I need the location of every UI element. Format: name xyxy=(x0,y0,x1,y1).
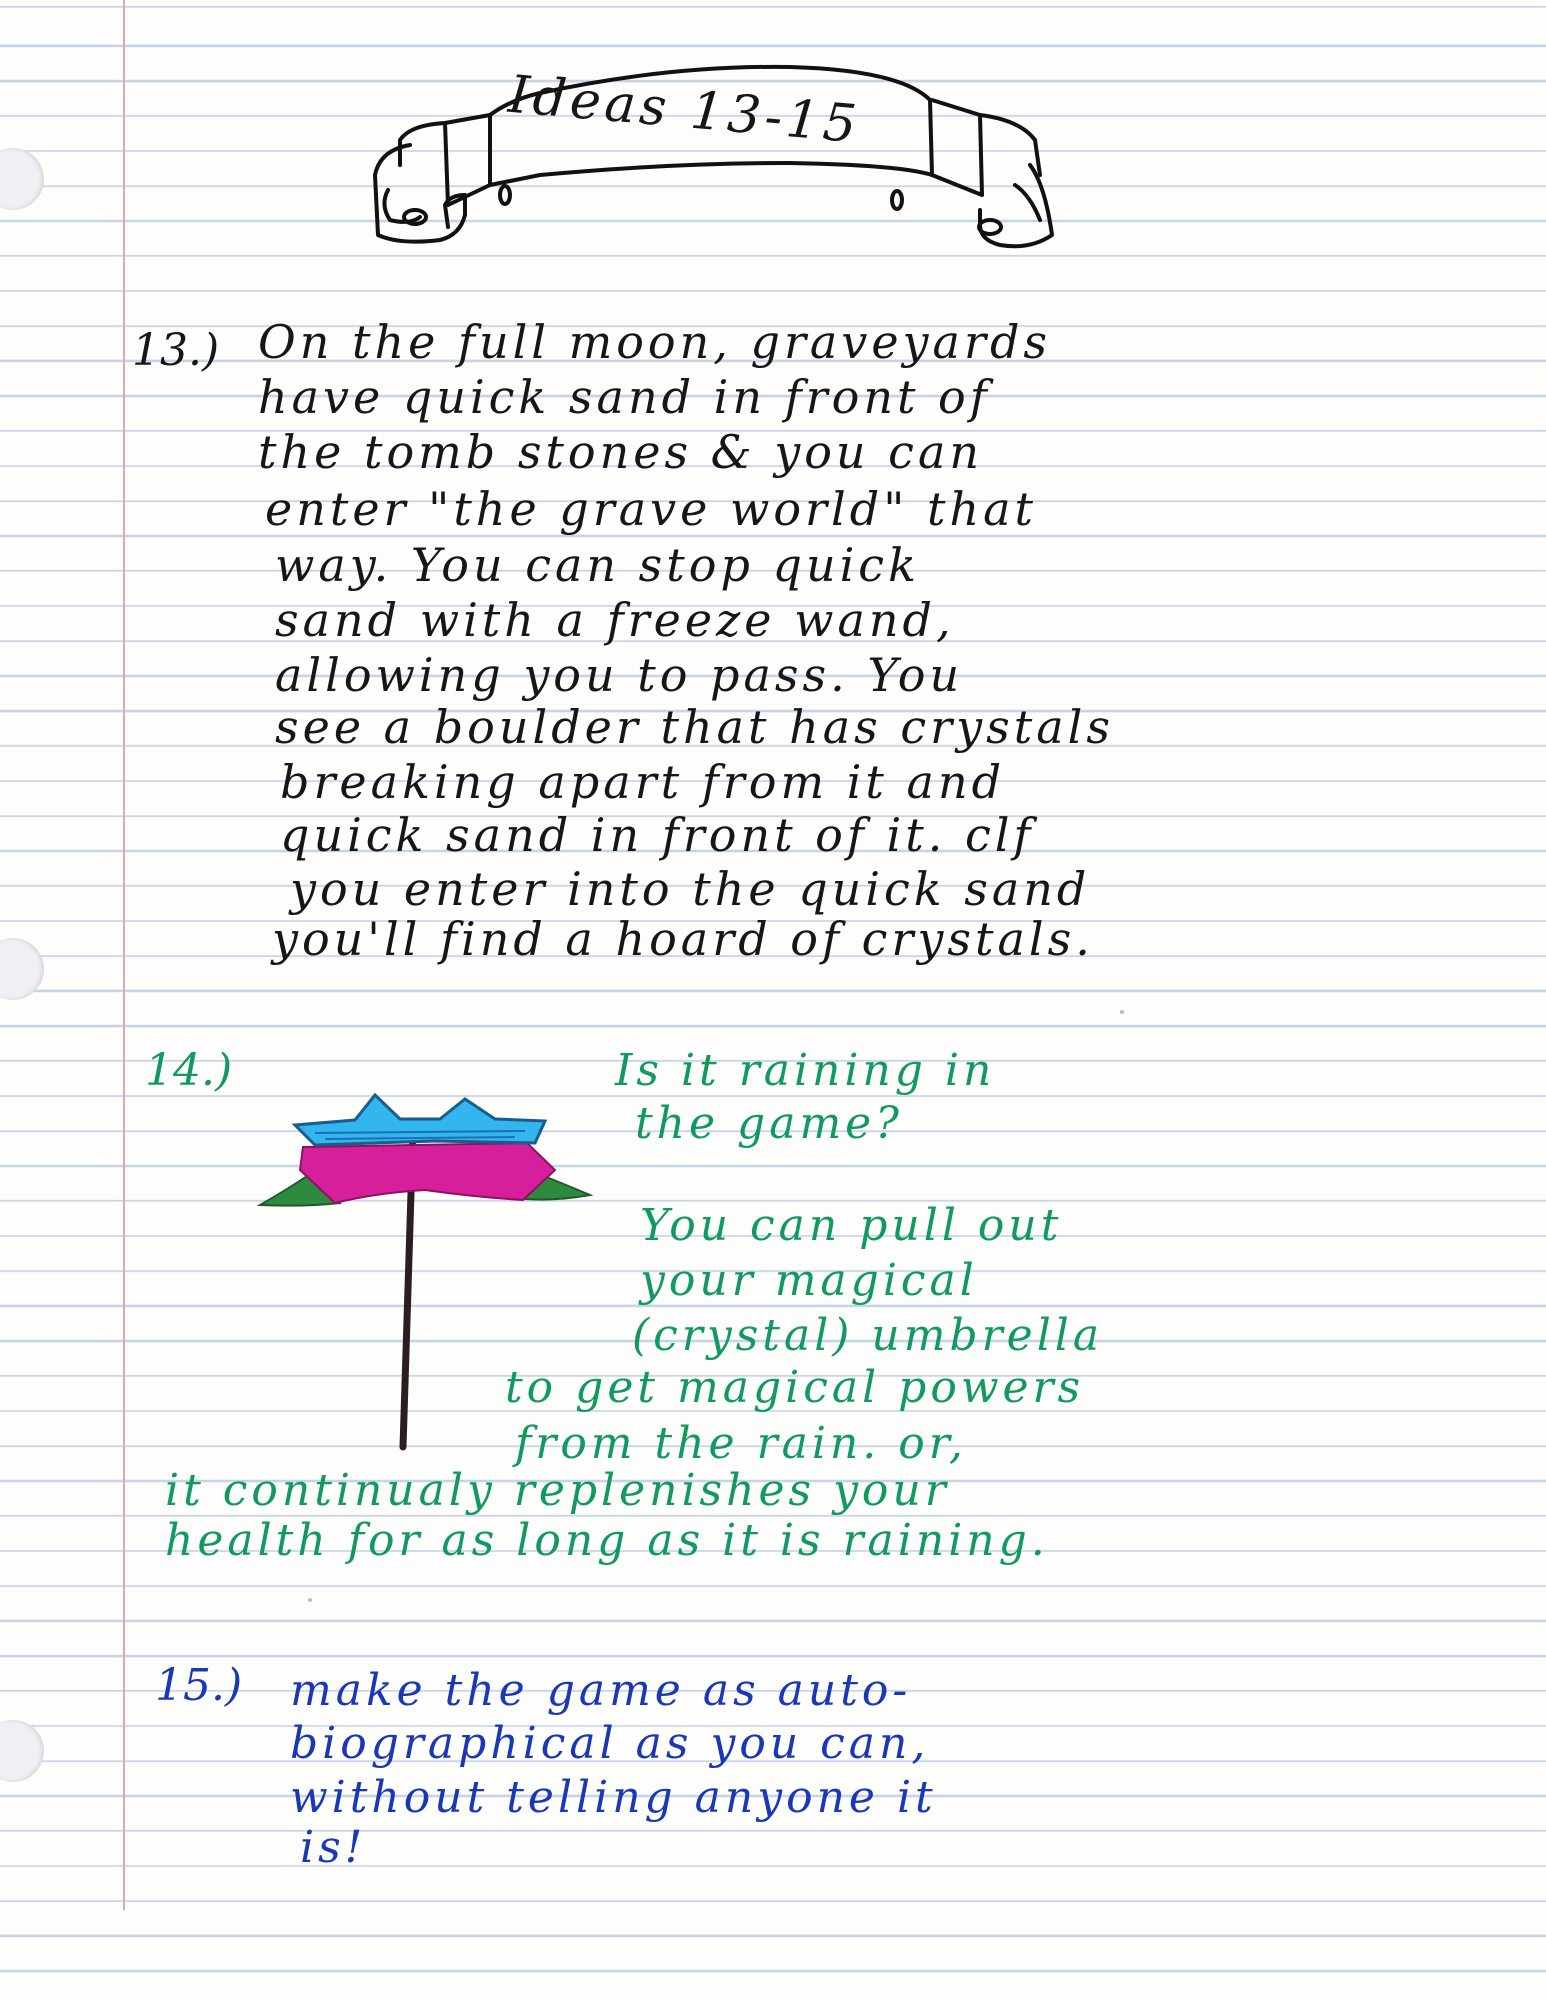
idea-13-line: breaking apart from it and xyxy=(280,755,1006,809)
idea-14-line: health for as long as it is raining. xyxy=(165,1515,1049,1566)
idea-14-number: 14.) xyxy=(145,1045,233,1096)
idea-14-line: You can pull out xyxy=(640,1200,1063,1251)
idea-14-line: your magical xyxy=(640,1255,978,1306)
idea-13-line: On the full moon, graveyards xyxy=(258,315,1052,369)
idea-15-line: make the game as auto- xyxy=(290,1665,912,1716)
idea-13-line: way. You can stop quick xyxy=(275,538,920,592)
idea-13-number: 13.) xyxy=(132,325,220,376)
idea-13-line: you'll find a hoard of crystals. xyxy=(272,912,1094,966)
idea-13-line: have quick sand in front of xyxy=(258,370,991,424)
idea-14-line: to get magical powers xyxy=(505,1362,1085,1413)
idea-13-line: enter "the grave world" that xyxy=(265,482,1037,536)
idea-13-line: allowing you to pass. You xyxy=(275,648,964,702)
idea-13-line: quick sand in front of it. clf xyxy=(280,808,1035,862)
stray-mark xyxy=(308,1598,312,1602)
idea-15-line: is! xyxy=(300,1822,367,1873)
banner-title: Ideas 13-15 xyxy=(506,64,863,156)
idea-15-line: biographical as you can, xyxy=(290,1718,930,1769)
stray-mark xyxy=(1120,1010,1124,1014)
margin-line xyxy=(123,0,125,1910)
idea-14-line: from the rain. or, xyxy=(515,1418,967,1469)
idea-14-line: (crystal) umbrella xyxy=(632,1310,1104,1361)
idea-13-line: sand with a freeze wand, xyxy=(275,593,955,647)
binder-hole xyxy=(0,938,44,1000)
idea-14-question-line: Is it raining in xyxy=(615,1045,996,1096)
idea-13-line: the tomb stones & you can xyxy=(258,425,983,479)
idea-14-line: it continualy replenishes your xyxy=(165,1465,950,1516)
binder-hole xyxy=(0,148,44,210)
binder-hole xyxy=(0,1720,44,1782)
idea-15-number: 15.) xyxy=(155,1660,243,1711)
banner-scroll-icon xyxy=(340,45,1100,280)
idea-13-line: you enter into the quick sand xyxy=(290,862,1091,916)
idea-15-line: without telling anyone it xyxy=(290,1772,937,1823)
idea-14-question-line: the game? xyxy=(635,1098,903,1149)
idea-13-line: see a boulder that has crystals xyxy=(275,700,1114,754)
